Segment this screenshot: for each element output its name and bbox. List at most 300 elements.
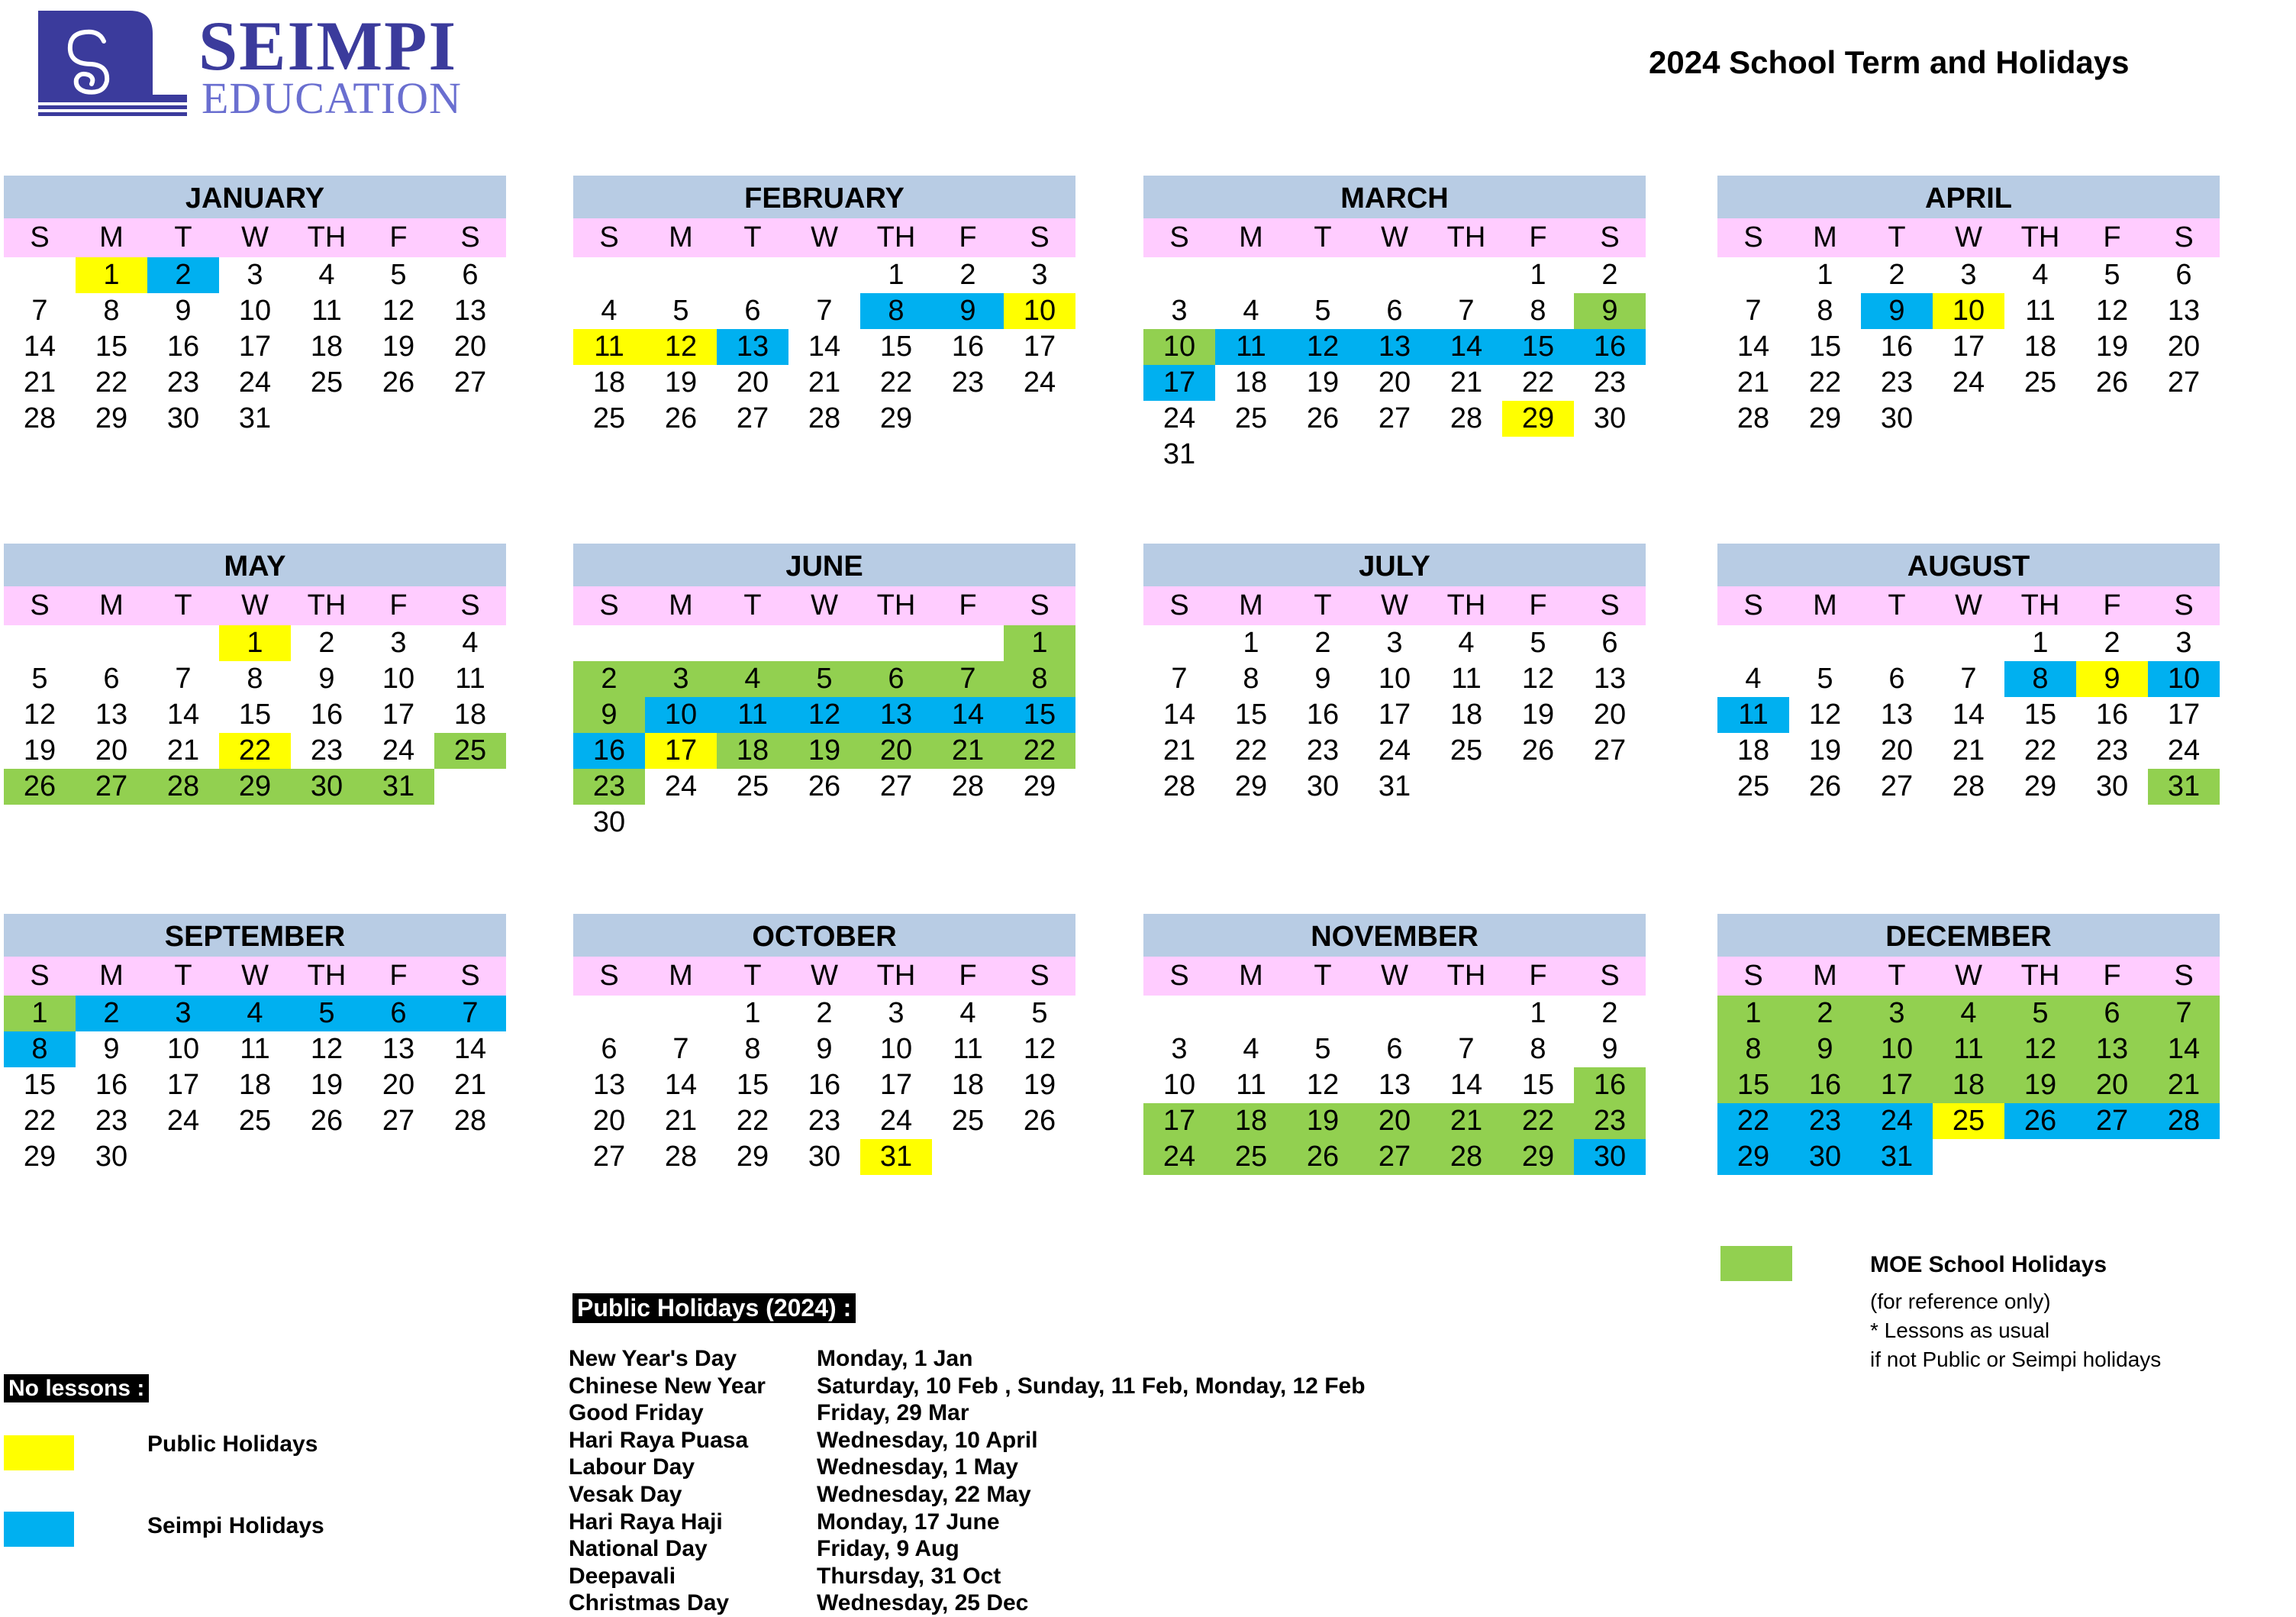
month-name: MAY (4, 544, 506, 586)
day-cell: 11 (1717, 697, 1789, 733)
day-cell: 7 (1458, 295, 1475, 327)
day-cell: 22 (2024, 734, 2057, 767)
day-cell: 20 (1880, 734, 1914, 767)
day-cell: 9 (932, 293, 1004, 329)
day-cell: 6 (1386, 1033, 1403, 1065)
day-cell: 8 (247, 663, 263, 695)
day-cell: 10 (1378, 663, 1411, 695)
seimpi-logo-icon (38, 11, 191, 118)
month-name: FEBRUARY (573, 176, 1075, 218)
weekday-label: S (1743, 960, 1763, 992)
day-cell: 14 (932, 697, 1004, 733)
day-cell: 19 (2095, 331, 2129, 363)
empty-cell (76, 625, 147, 661)
weekday-label: M (99, 960, 124, 992)
day-cell: 29 (736, 1141, 769, 1173)
day-cell: 2 (959, 259, 976, 291)
holiday-date: Saturday, 10 Feb , Sunday, 11 Feb, Monday, 12 Feb (817, 1373, 1366, 1399)
day-cell: 18 (310, 331, 343, 363)
day-cell: 16 (166, 331, 200, 363)
day-cell: 18 (1215, 1103, 1287, 1139)
holiday-name: Chinese New Year (569, 1373, 766, 1399)
empty-cell (645, 996, 717, 1031)
day-cell: 30 (1880, 402, 1914, 434)
day-cell: 20 (382, 1069, 415, 1101)
day-cell: 6 (103, 663, 120, 695)
weekday-header-row (4, 957, 506, 996)
day-cell: 12 (23, 699, 56, 731)
public-holiday-legend-label: Public Holidays (147, 1431, 318, 1457)
day-cell: 28 (23, 402, 56, 434)
day-cell: 9 (103, 1033, 120, 1065)
day-cell: 3 (1960, 259, 1977, 291)
day-cell: 13 (2167, 295, 2201, 327)
day-cell: 9 (1574, 293, 1646, 329)
day-cell: 27 (2076, 1103, 2148, 1139)
day-cell: 19 (1287, 1103, 1359, 1139)
day-cell: 23 (1593, 366, 1627, 399)
day-cell: 8 (1530, 1033, 1546, 1065)
day-cell: 9 (175, 295, 192, 327)
empty-cell (1430, 996, 1502, 1031)
weekday-label: TH (307, 960, 347, 992)
holiday-date: Monday, 1 Jan (817, 1346, 973, 1371)
moe-note-line3: if not Public or Seimpi holidays (1870, 1348, 2162, 1371)
weekday-label: F (2103, 221, 2121, 253)
weekday-label: W (811, 589, 838, 621)
day-cell: 28 (2148, 1103, 2220, 1139)
day-cell: 19 (2004, 1067, 2076, 1103)
weekday-label: S (2174, 589, 2194, 621)
empty-cell (1359, 257, 1430, 293)
day-cell: 23 (1789, 1103, 1861, 1139)
day-cell: 15 (1004, 697, 1075, 733)
day-cell: 12 (2004, 1031, 2076, 1067)
day-cell: 13 (2076, 1031, 2148, 1067)
day-cell: 5 (1530, 627, 1546, 659)
day-cell: 17 (1378, 699, 1411, 731)
day-cell: 9 (1601, 1033, 1618, 1065)
day-cell: 4 (601, 295, 618, 327)
day-cell: 8 (4, 1031, 76, 1067)
day-cell: 29 (219, 769, 291, 805)
day-cell: 12 (382, 295, 415, 327)
weekday-label: TH (876, 221, 916, 253)
month-march (1143, 176, 1646, 473)
day-cell: 29 (1234, 770, 1268, 802)
day-cell: 13 (592, 1069, 626, 1101)
day-cell: 4 (959, 997, 976, 1029)
month-name: JANUARY (4, 176, 506, 218)
day-cell: 27 (592, 1141, 626, 1173)
day-cell: 17 (1143, 365, 1215, 401)
weekday-label: F (959, 221, 977, 253)
day-cell: 17 (1143, 1103, 1215, 1139)
day-cell: 2 (816, 997, 833, 1029)
day-cell: 16 (2095, 699, 2129, 731)
day-grid (4, 625, 506, 805)
weekday-label: F (1529, 589, 1547, 621)
weekday-label: T (1888, 960, 1906, 992)
day-cell: 23 (1306, 734, 1340, 767)
holiday-date: Monday, 17 June (817, 1509, 1000, 1535)
day-cell: 5 (1314, 295, 1331, 327)
weekday-label: S (460, 960, 480, 992)
day-cell: 7 (31, 295, 48, 327)
day-cell: 13 (1593, 663, 1627, 695)
weekday-label: F (1529, 960, 1547, 992)
day-cell: 23 (95, 1105, 128, 1137)
empty-cell (573, 257, 645, 293)
day-cell: 20 (2076, 1067, 2148, 1103)
day-cell: 17 (238, 331, 272, 363)
day-cell: 30 (592, 806, 626, 838)
moe-note-line2: * Lessons as usual (1870, 1318, 2050, 1342)
holiday-row (569, 1509, 1366, 1536)
day-cell: 21 (932, 733, 1004, 769)
day-cell: 29 (1808, 402, 1842, 434)
weekday-label: W (1381, 960, 1408, 992)
day-cell: 23 (1574, 1103, 1646, 1139)
day-cell: 14 (1737, 331, 1770, 363)
day-cell: 19 (788, 733, 860, 769)
day-cell: 24 (1143, 1139, 1215, 1175)
day-cell: 17 (382, 699, 415, 731)
weekday-label: S (1743, 221, 1763, 253)
day-cell: 8 (1530, 295, 1546, 327)
day-cell: 9 (816, 1033, 833, 1065)
month-name: APRIL (1717, 176, 2220, 218)
month-name: JULY (1143, 544, 1646, 586)
weekday-label: M (1239, 960, 1263, 992)
holiday-row (569, 1399, 1366, 1427)
moe-note-line1: (for reference only) (1870, 1289, 2051, 1313)
weekday-label: TH (876, 589, 916, 621)
no-lessons-label: No lessons : (4, 1374, 149, 1402)
day-cell: 7 (816, 295, 833, 327)
weekday-label: T (1888, 589, 1906, 621)
weekday-label: M (1239, 589, 1263, 621)
day-cell: 25 (238, 1105, 272, 1137)
day-cell: 28 (664, 1141, 698, 1173)
day-cell: 21 (808, 366, 841, 399)
weekday-label: S (30, 589, 50, 621)
day-cell: 22 (1234, 734, 1268, 767)
day-cell: 26 (2095, 366, 2129, 399)
day-cell: 10 (238, 295, 272, 327)
day-cell: 9 (1861, 293, 1933, 329)
day-cell: 25 (434, 733, 506, 769)
day-cell: 31 (1378, 770, 1411, 802)
holiday-name: Good Friday (569, 1400, 704, 1426)
day-cell: 3 (390, 627, 407, 659)
day-cell: 29 (2024, 770, 2057, 802)
weekday-label: T (1314, 589, 1332, 621)
day-cell: 18 (453, 699, 487, 731)
day-cell: 28 (1737, 402, 1770, 434)
day-cell: 10 (1861, 1031, 1933, 1067)
day-cell: 20 (860, 733, 932, 769)
day-cell: 28 (951, 770, 985, 802)
holiday-row (569, 1454, 1366, 1481)
day-cell: 21 (664, 1105, 698, 1137)
weekday-label: S (2174, 221, 2194, 253)
day-cell: 14 (2148, 1031, 2220, 1067)
day-cell: 28 (453, 1105, 487, 1137)
day-cell: 25 (1215, 1139, 1287, 1175)
weekday-label: F (959, 589, 977, 621)
empty-cell (717, 257, 788, 293)
day-cell: 2 (573, 661, 645, 697)
weekday-header-row (573, 957, 1075, 996)
day-cell: 6 (744, 295, 761, 327)
weekday-label: W (811, 221, 838, 253)
day-cell: 13 (1880, 699, 1914, 731)
day-cell: 11 (717, 697, 788, 733)
day-cell: 11 (311, 295, 342, 327)
day-cell: 11 (455, 663, 485, 695)
day-cell: 4 (462, 627, 479, 659)
day-cell: 15 (23, 1069, 56, 1101)
public-holidays-heading: Public Holidays (2024) : (572, 1293, 856, 1323)
public-holidays-list (569, 1345, 1366, 1617)
day-cell: 21 (23, 366, 56, 399)
day-cell: 12 (1808, 699, 1842, 731)
weekday-label: TH (1446, 589, 1486, 621)
day-cell: 28 (1952, 770, 1985, 802)
day-cell: 19 (310, 1069, 343, 1101)
holiday-name: Hari Raya Puasa (569, 1427, 749, 1453)
day-cell: 4 (1243, 1033, 1259, 1065)
day-cell: 29 (879, 402, 913, 434)
weekday-label: W (1955, 589, 1982, 621)
day-cell: 24 (382, 734, 415, 767)
day-cell: 28 (808, 402, 841, 434)
weekday-label: S (1169, 221, 1189, 253)
day-cell: 14 (1450, 1069, 1483, 1101)
weekday-header-row (4, 586, 506, 625)
day-cell: 11 (240, 1033, 270, 1065)
day-cell: 1 (4, 996, 76, 1031)
empty-cell (4, 625, 76, 661)
empty-cell (788, 257, 860, 293)
day-cell: 18 (1234, 366, 1268, 399)
day-cell: 22 (1717, 1103, 1789, 1139)
day-cell: 1 (1717, 996, 1789, 1031)
day-cell: 29 (1023, 770, 1056, 802)
day-cell: 18 (951, 1069, 985, 1101)
weekday-label: S (1030, 960, 1050, 992)
logo-name-line2: EDUCATION (202, 73, 462, 123)
weekday-label: T (174, 589, 192, 621)
weekday-header-row (1717, 586, 2220, 625)
day-cell: 30 (1306, 770, 1340, 802)
moe-holiday-legend-label: MOE School Holidays (1870, 1252, 2107, 1277)
day-cell: 5 (672, 295, 689, 327)
day-cell: 24 (2167, 734, 2201, 767)
day-cell: 26 (310, 1105, 343, 1137)
day-cell: 20 (1593, 699, 1627, 731)
empty-cell (1215, 257, 1287, 293)
day-cell: 8 (1004, 661, 1075, 697)
weekday-label: M (1813, 589, 1837, 621)
day-cell: 12 (788, 697, 860, 733)
page-title: 2024 School Term and Holidays (1649, 44, 2130, 80)
weekday-label: M (1813, 960, 1837, 992)
day-cell: 4 (717, 661, 788, 697)
day-cell: 27 (76, 769, 147, 805)
day-cell: 21 (2148, 1067, 2220, 1103)
month-april (1717, 176, 2220, 437)
day-cell: 26 (1306, 402, 1340, 434)
day-cell: 19 (1306, 366, 1340, 399)
day-cell: 31 (860, 1139, 932, 1175)
day-cell: 27 (1880, 770, 1914, 802)
day-cell: 29 (95, 402, 128, 434)
day-cell: 10 (1933, 293, 2004, 329)
day-cell: 1 (1530, 259, 1546, 291)
day-cell: 14 (453, 1033, 487, 1065)
day-cell: 7 (932, 661, 1004, 697)
day-cell: 4 (318, 259, 335, 291)
day-cell: 19 (1521, 699, 1555, 731)
day-cell: 11 (2025, 295, 2056, 327)
day-cell: 18 (717, 733, 788, 769)
day-cell: 8 (744, 1033, 761, 1065)
empty-cell (1143, 996, 1215, 1031)
day-cell: 28 (1450, 402, 1483, 434)
weekday-label: S (599, 960, 619, 992)
day-cell: 3 (1861, 996, 1933, 1031)
day-cell: 9 (573, 697, 645, 733)
day-cell: 10 (879, 1033, 913, 1065)
month-may (4, 544, 506, 805)
holiday-row (569, 1563, 1366, 1590)
day-cell: 27 (1593, 734, 1627, 767)
day-cell: 19 (664, 366, 698, 399)
day-cell: 8 (2004, 661, 2076, 697)
weekday-label: S (1030, 589, 1050, 621)
month-name: NOVEMBER (1143, 914, 1646, 957)
day-cell: 25 (1737, 770, 1770, 802)
weekday-label: W (1955, 221, 1982, 253)
weekday-label: T (174, 960, 192, 992)
day-cell: 22 (736, 1105, 769, 1137)
day-cell: 19 (1808, 734, 1842, 767)
day-cell: 10 (1004, 293, 1075, 329)
day-cell: 25 (736, 770, 769, 802)
day-cell: 17 (1952, 331, 1985, 363)
weekday-label: S (1169, 589, 1189, 621)
day-cell: 29 (23, 1141, 56, 1173)
day-cell: 16 (310, 699, 343, 731)
day-cell: 7 (1745, 295, 1762, 327)
weekday-label: F (2103, 589, 2121, 621)
day-cell: 16 (1880, 331, 1914, 363)
day-cell: 10 (645, 697, 717, 733)
empty-cell (1717, 625, 1789, 661)
day-cell: 5 (2004, 996, 2076, 1031)
month-july (1143, 544, 1646, 805)
day-cell: 13 (95, 699, 128, 731)
day-cell: 15 (238, 699, 272, 731)
day-cell: 20 (1359, 1103, 1430, 1139)
day-cell: 18 (1737, 734, 1770, 767)
weekday-label: T (743, 960, 762, 992)
day-cell: 3 (1386, 627, 1403, 659)
day-cell: 21 (1737, 366, 1770, 399)
weekday-label: S (30, 960, 50, 992)
empty-cell (860, 625, 932, 661)
holiday-date: Thursday, 31 Oct (817, 1563, 1001, 1589)
weekday-label: TH (876, 960, 916, 992)
empty-cell (1933, 625, 2004, 661)
day-grid (1143, 996, 1646, 1175)
holiday-name: Vesak Day (569, 1481, 682, 1507)
weekday-label: S (30, 221, 50, 253)
day-cell: 12 (1306, 1069, 1340, 1101)
day-cell: 24 (238, 366, 272, 399)
day-grid (1143, 257, 1646, 473)
weekday-label: TH (2020, 960, 2060, 992)
day-cell: 8 (860, 293, 932, 329)
day-grid (1717, 625, 2220, 805)
logo-name-line1: SEIMPI (198, 7, 458, 85)
day-grid (1717, 257, 2220, 437)
day-cell: 21 (1952, 734, 1985, 767)
empty-cell (788, 625, 860, 661)
day-cell: 1 (76, 257, 147, 293)
day-cell: 22 (1521, 366, 1555, 399)
day-cell: 10 (2148, 661, 2220, 697)
day-cell: 7 (175, 663, 192, 695)
day-cell: 14 (166, 699, 200, 731)
day-cell: 31 (1861, 1139, 1933, 1175)
day-cell: 6 (1601, 627, 1618, 659)
month-december (1717, 914, 2220, 1175)
day-cell: 17 (645, 733, 717, 769)
empty-cell (645, 625, 717, 661)
day-cell: 6 (462, 259, 479, 291)
day-cell: 17 (879, 1069, 913, 1101)
day-cell: 25 (592, 402, 626, 434)
day-cell: 12 (1287, 329, 1359, 365)
day-cell: 14 (664, 1069, 698, 1101)
weekday-label: TH (1446, 960, 1486, 992)
day-cell: 27 (1378, 402, 1411, 434)
day-cell: 3 (1171, 1033, 1188, 1065)
weekday-label: M (669, 221, 693, 253)
weekday-header-row (1717, 957, 2220, 996)
day-cell: 13 (1378, 1069, 1411, 1101)
day-cell: 13 (860, 697, 932, 733)
day-cell: 20 (1378, 366, 1411, 399)
seimpi-holiday-swatch (4, 1512, 74, 1547)
day-cell: 19 (1023, 1069, 1056, 1101)
weekday-label: W (241, 221, 269, 253)
month-september (4, 914, 506, 1175)
day-cell: 12 (2095, 295, 2129, 327)
day-cell: 26 (664, 402, 698, 434)
day-grid (573, 257, 1075, 437)
weekday-label: T (1314, 960, 1332, 992)
day-cell: 12 (310, 1033, 343, 1065)
day-grid (573, 625, 1075, 841)
month-name: MARCH (1143, 176, 1646, 218)
weekday-label: TH (307, 221, 347, 253)
weekday-label: S (1169, 960, 1189, 992)
empty-cell (717, 625, 788, 661)
